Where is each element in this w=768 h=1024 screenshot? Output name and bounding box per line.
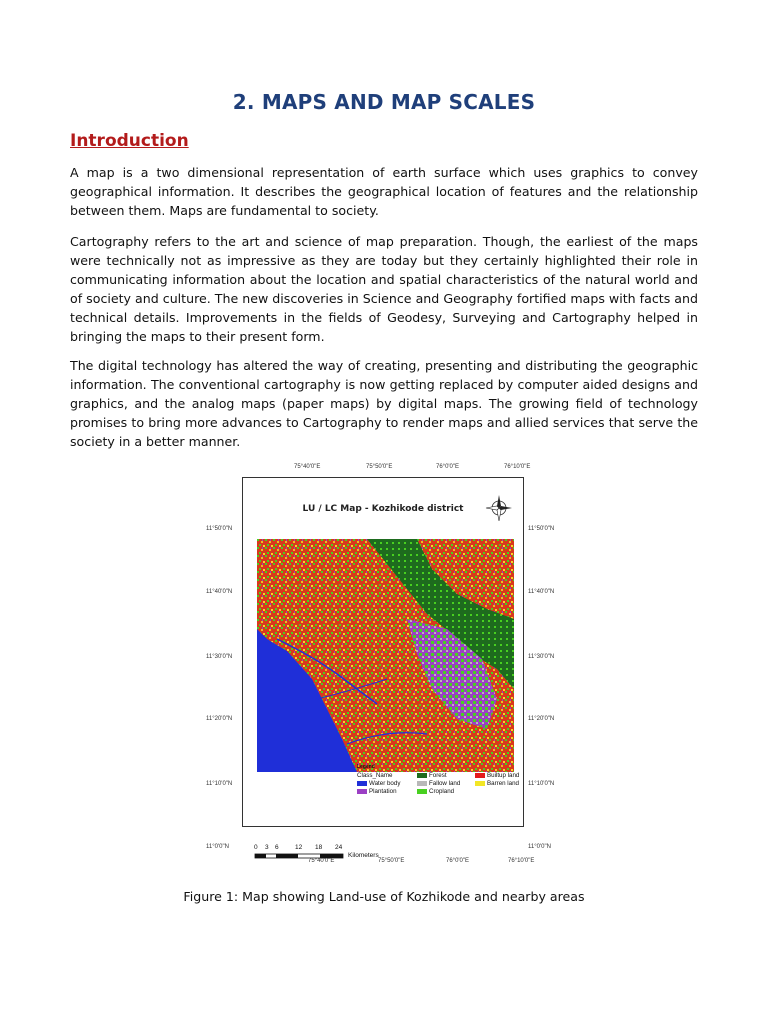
legend-label: Fallow land (429, 780, 461, 787)
legend-item-cropland (417, 788, 475, 795)
left-latitude-label: 11°20'0"N (206, 716, 233, 722)
left-latitude-label: 11°30'0"N (206, 654, 233, 660)
right-latitude-label: 11°0'0"N (528, 844, 551, 850)
bottom-longitude-label: 76°0'0"E (446, 858, 470, 864)
scale-tick-label: 6 (275, 844, 279, 851)
legend-swatch (357, 789, 367, 794)
bottom-longitude-label: 75°40'0"E (308, 858, 335, 864)
top-longitude-label: 76°0'0"E (436, 464, 460, 470)
legend-item-forest (417, 772, 475, 779)
top-longitude-label: 75°40'0"E (294, 464, 321, 470)
legend-swatch (417, 781, 427, 786)
right-latitude-label: 11°50'0"N (528, 526, 555, 532)
land-use-map-figure (206, 464, 560, 864)
legend-label: Cropland (429, 788, 455, 795)
legend-swatch (475, 773, 485, 778)
right-latitude-label: 11°20'0"N (528, 716, 555, 722)
legend-item-water-body (357, 780, 417, 787)
top-longitude-label: 75°50'0"E (366, 464, 393, 470)
legend-label: Plantation (369, 788, 397, 795)
legend-label: Forest (429, 772, 447, 779)
map-frame (242, 477, 524, 827)
scale-tick-label: 24 (335, 844, 343, 851)
scale-tick-label: 18 (315, 844, 323, 851)
right-latitude-label: 11°30'0"N (528, 654, 555, 660)
left-latitude-label: 11°40'0"N (206, 589, 233, 595)
land-use-raster (257, 539, 514, 772)
legend-title: Legend (357, 764, 375, 770)
legend-header: Class_Name (357, 772, 393, 779)
paragraph-2: Cartography refers to the art and science of map preparation. Though, the earliest of the maps were technically not as impressive as they are today but they certainly highlighted their role in communicating information about the location and spatial characteristics of the natural world and of society and culture. The new discoveries in Science and Geography fortified maps with facts and technical details. Improvements in the fields of Geodesy, Surveying and Cartography helped in bringing the maps to their present form. (70, 234, 698, 344)
scale-bar-graphic (254, 853, 344, 859)
scale-bar (254, 844, 384, 868)
right-latitude-label: 11°10'0"N (528, 781, 555, 787)
legend-item-fallow-land (417, 780, 475, 787)
map-legend (357, 764, 527, 795)
section-heading-introduction: Introduction (70, 131, 189, 151)
map-title: LU / LC Map - Kozhikode district (302, 504, 464, 514)
left-latitude-label: 11°50'0"N (206, 526, 233, 532)
scale-tick-label: 3 (265, 844, 269, 851)
north-arrow-icon (484, 493, 514, 523)
scale-tick-label: 12 (295, 844, 303, 851)
legend-label: Barren land (487, 780, 519, 787)
scale-tick-label: 0 (254, 844, 258, 851)
legend-item-builtup-land (475, 772, 525, 779)
paragraph-1: A map is a two dimensional representation of earth surface which uses graphics to convey geographical information. It describes the geographical location of features and the relationship between them. Maps are fundamental to society. (70, 165, 698, 218)
legend-item-barren-land (475, 780, 525, 787)
legend-label: Water body (369, 780, 401, 787)
paragraph-3: The digital technology has altered the way of creating, presenting and distributing the geographic information. The conventional cartography is now getting replaced by computer aided designs and graphics, and the analog maps (paper maps) by digital maps. The growing field of technology promises to bring more advances to Cartography to render maps and allied services that serve the society in a better manner. (70, 358, 698, 449)
figure-caption: Figure 1: Map showing Land-use of Kozhikode and nearby areas (183, 889, 585, 904)
legend-swatch (417, 773, 427, 778)
bottom-longitude-label: 76°10'0"E (508, 858, 535, 864)
legend-swatch (357, 781, 367, 786)
bottom-longitude-label: 75°50'0"E (378, 858, 405, 864)
scale-unit-label: Kilometers (348, 852, 379, 859)
right-latitude-label: 11°40'0"N (528, 589, 555, 595)
page-title: 2. MAPS AND MAP SCALES (232, 90, 536, 114)
left-latitude-label: 11°10'0"N (206, 781, 233, 787)
top-longitude-label: 76°10'0"E (504, 464, 531, 470)
legend-swatch (417, 789, 427, 794)
left-latitude-label: 11°0'0"N (206, 844, 229, 850)
legend-label: Builtup land (487, 772, 520, 779)
legend-item-plantation (357, 788, 417, 795)
legend-swatch (475, 781, 485, 786)
